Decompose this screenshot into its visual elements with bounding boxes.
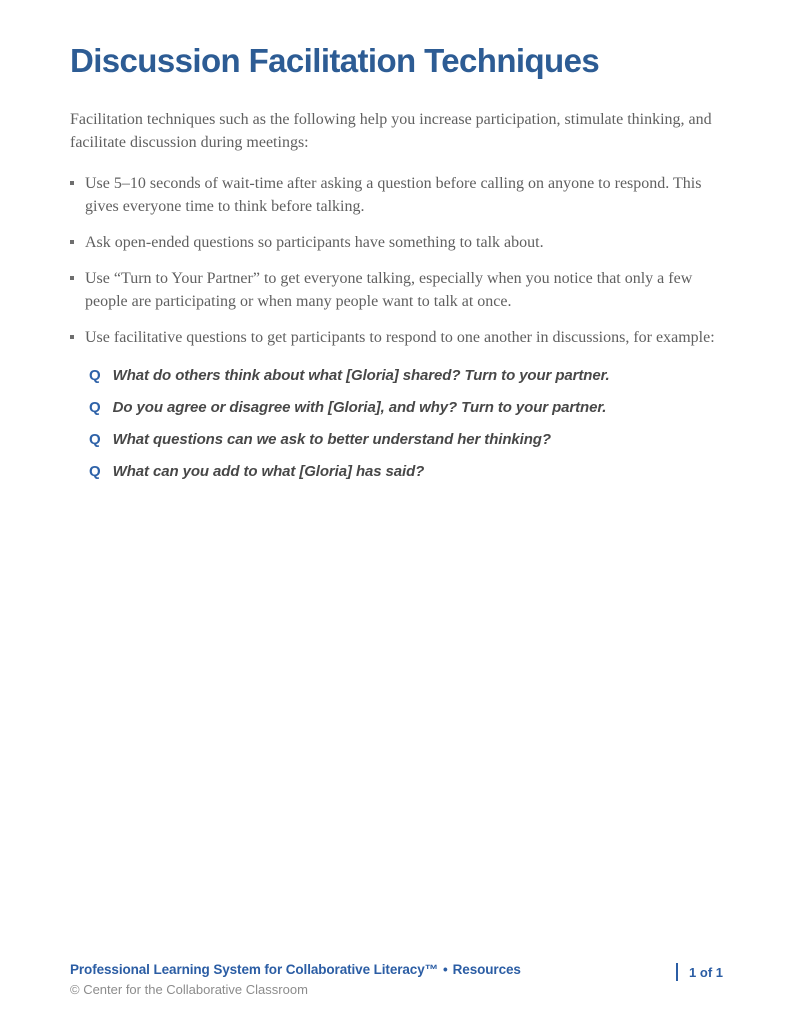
bullet-icon bbox=[70, 240, 74, 244]
page-number-divider bbox=[676, 963, 678, 981]
list-item bbox=[70, 172, 718, 218]
list-item bbox=[70, 267, 718, 313]
question-marker: Q bbox=[89, 463, 101, 480]
list-item bbox=[70, 326, 718, 349]
question-text: Do you agree or disagree with [Gloria], and why? Turn to your partner. bbox=[112, 399, 607, 416]
footer-separator: • bbox=[443, 962, 448, 977]
question-list bbox=[89, 367, 718, 481]
list-item-text: Use facilitative questions to get participants to respond to one another in discussions, for example: bbox=[85, 329, 715, 346]
question-text: What can you add to what [Gloria] has said? bbox=[112, 463, 425, 480]
footer-copyright: © Center for the Collaborative Classroom bbox=[70, 982, 308, 997]
intro-paragraph: Facilitation techniques such as the following help you increase participation, stimulate thinking, and facilitate discussion during meetings: bbox=[70, 111, 712, 151]
question-marker: Q bbox=[89, 399, 101, 416]
question-item bbox=[89, 431, 718, 449]
page-number-text: 1 of 1 bbox=[689, 964, 723, 980]
techniques-list bbox=[70, 172, 718, 349]
bullet-icon bbox=[70, 181, 74, 185]
question-text: What do others think about what [Gloria] shared? Turn to your partner. bbox=[112, 367, 610, 384]
footer-series-name: Professional Learning System for Collaborative Literacy™ bbox=[70, 962, 439, 977]
question-item bbox=[89, 399, 718, 417]
page-title: Discussion Facilitation Techniques bbox=[70, 42, 600, 79]
bullet-icon bbox=[70, 276, 74, 280]
question-item bbox=[89, 463, 718, 481]
page-number bbox=[676, 963, 723, 981]
footer-series-title bbox=[70, 962, 521, 977]
question-text: What questions can we ask to better understand her thinking? bbox=[112, 431, 551, 448]
bullet-icon bbox=[70, 335, 74, 339]
footer-text-block bbox=[70, 962, 521, 997]
list-item-text: Use “Turn to Your Partner” to get everyone talking, especially when you notice that only a few people are participating or when many people want to talk at once. bbox=[85, 270, 693, 310]
footer-section-name: Resources bbox=[452, 962, 521, 977]
list-item-text: Ask open-ended questions so participants have something to talk about. bbox=[85, 234, 544, 251]
question-marker: Q bbox=[89, 431, 101, 448]
list-item bbox=[70, 231, 718, 254]
page-footer bbox=[70, 962, 723, 997]
question-marker: Q bbox=[89, 367, 101, 384]
question-item bbox=[89, 367, 718, 385]
list-item-text: Use 5–10 seconds of wait-time after asking a question before calling on anyone to respond. This gives everyone time to think before talking. bbox=[85, 175, 702, 215]
